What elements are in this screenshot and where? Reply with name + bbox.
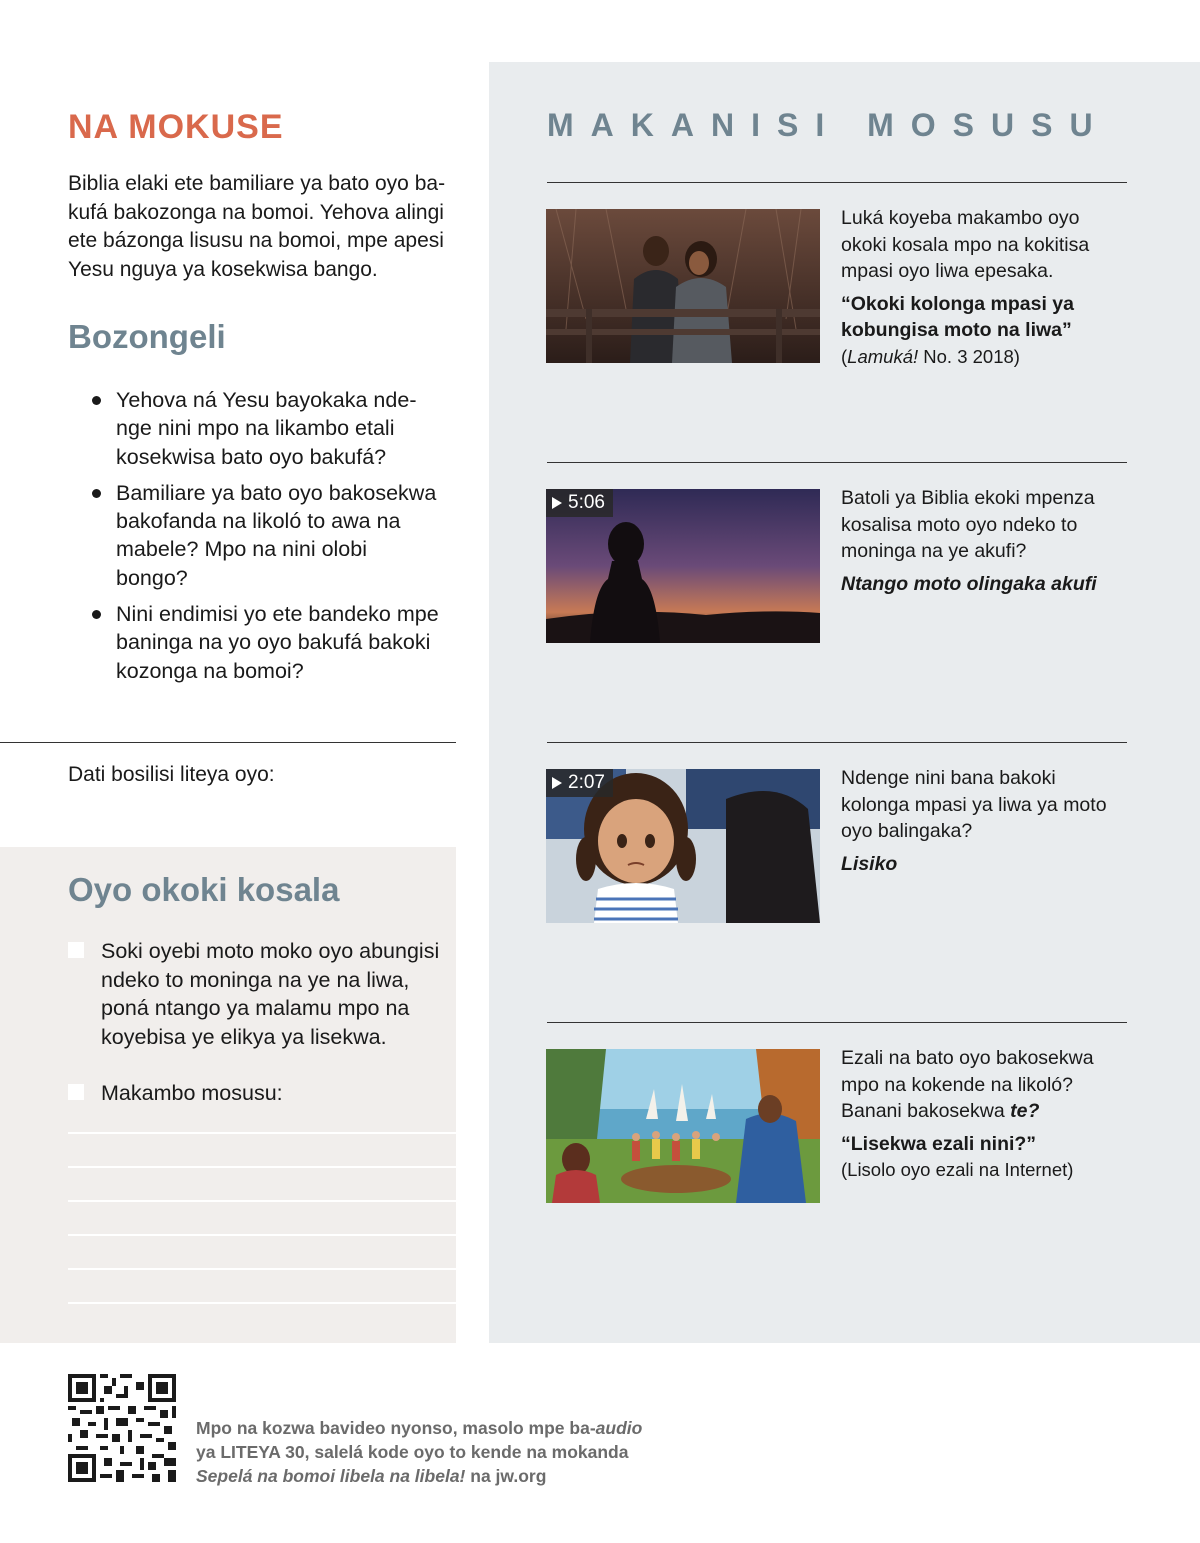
todo-item-text: Makambo mosusu:: [101, 1081, 283, 1105]
review-question: Nini endimisi yo ete bandeko mpe baninga na yo oyo bakufá bakoki kozonga na bomoi?: [92, 600, 442, 685]
article-description: Luká koyeba makambo oyo okoki kosala mpo na kokitisa mpasi oyo liwa epesaka.: [841, 207, 1090, 282]
review-question: Yehova ná Yesu bayokaka ndenge nini mpo na likambo etali kosekwisa bato oyo bakufá?: [92, 386, 442, 471]
review-question: Bamiliare ya bato oyo bakosekwa bakofanda na likoló to awa na mabele? Mpo na nini olobi bongo?: [92, 479, 442, 592]
brochure-title-link[interactable]: Sepelá na bomoi libela na libela!: [196, 1466, 466, 1486]
completion-date-label: Dati bosilisi liteya oyo:: [68, 763, 275, 786]
article-image[interactable]: [546, 209, 820, 363]
couple-on-bridge-image: [546, 209, 820, 363]
checkbox[interactable]: [68, 942, 84, 958]
todo-heading: Oyo okoki kosala: [68, 871, 340, 908]
todo-panel: [0, 847, 456, 1343]
summary-heading: NA MOKUSE: [68, 108, 284, 146]
review-questions: [92, 386, 442, 693]
todo-item-text: Soki oyebi moto moko oyo abungisi ndeko to moninga na ye na liwa, poná ntango ya malamu mpo na koyebisa ye elikya ya lisekwa.: [101, 939, 440, 1049]
footer-line: ya LITEYA 30, salelá kode oyo to kende na mokanda: [196, 1442, 629, 1462]
video-description: Ndenge nini bana bakoki kolonga mpasi ya liwa ya moto oyo balingaka?: [841, 767, 1107, 842]
video-thumbnail[interactable]: [546, 489, 820, 643]
video-description-block: [841, 765, 1121, 877]
divider: [547, 1022, 1127, 1023]
video-title-link[interactable]: Ntango moto olingaka akufi: [841, 572, 1097, 595]
summary-text: Biblia elaki ete bamiliare ya bato oyo bakufá bakozonga na bomoi. Yehova alingi ete bázonga lisusu na bomoi, mpe apesi Yesu nguya ya kosekwisa bango.: [68, 172, 446, 281]
todo-item: [68, 937, 448, 1051]
paradise-gathering-image: [546, 1049, 820, 1203]
bullet-icon: [92, 489, 101, 498]
divider: [547, 182, 1127, 183]
footer-line: Mpo na kozwa bavideo nyonso, masolo mpe ba-audio: [196, 1418, 643, 1438]
footer-note: [196, 1416, 642, 1488]
video-thumbnail[interactable]: [546, 769, 820, 923]
writing-line: [68, 1166, 456, 1168]
divider: [547, 742, 1127, 743]
qr-code-icon[interactable]: [68, 1374, 176, 1482]
divider: [547, 462, 1127, 463]
more-heading: MAKANISI MOSUSU: [547, 107, 1110, 143]
video-title-link[interactable]: Lisiko: [841, 852, 898, 875]
writing-line: [68, 1132, 456, 1134]
checkbox[interactable]: [68, 1084, 84, 1100]
play-icon: [552, 777, 562, 789]
article-description: Ezali na bato oyo bakosekwa mpo na kokende na likoló? Banani bakosekwa te?: [841, 1047, 1094, 1122]
article-description-block: [841, 1045, 1121, 1184]
writing-line: [68, 1302, 456, 1304]
article-title-link[interactable]: “Lisekwa ezali nini?”: [841, 1132, 1037, 1155]
bullet-icon: [92, 610, 101, 619]
article-source: (Lamuká! No. 3 2018): [841, 345, 1020, 367]
bullet-icon: [92, 396, 101, 405]
writing-line: [68, 1200, 456, 1202]
video-duration: 2:07: [546, 769, 613, 797]
writing-line: [68, 1268, 456, 1270]
video-description: Batoli ya Biblia ekoki mpenza kosalisa moto oyo ndeko to moninga na ye akufi?: [841, 487, 1095, 562]
video-duration: 5:06: [546, 489, 613, 517]
footer-line: Sepelá na bomoi libela na libela! na jw.org: [196, 1466, 547, 1486]
article-image[interactable]: [546, 1049, 820, 1203]
article-source: (Lisolo oyo ezali na Internet): [841, 1159, 1074, 1180]
todo-item: [68, 1079, 448, 1108]
article-title-link[interactable]: “Okoki kolonga mpasi ya kobungisa moto na liwa”: [841, 292, 1074, 341]
more-panel: [489, 62, 1200, 1343]
video-description-block: [841, 485, 1121, 597]
divider: [0, 742, 456, 743]
article-description-block: [841, 205, 1121, 370]
review-heading: Bozongeli: [68, 318, 226, 355]
writing-line: [68, 1234, 456, 1236]
play-icon: [552, 497, 562, 509]
